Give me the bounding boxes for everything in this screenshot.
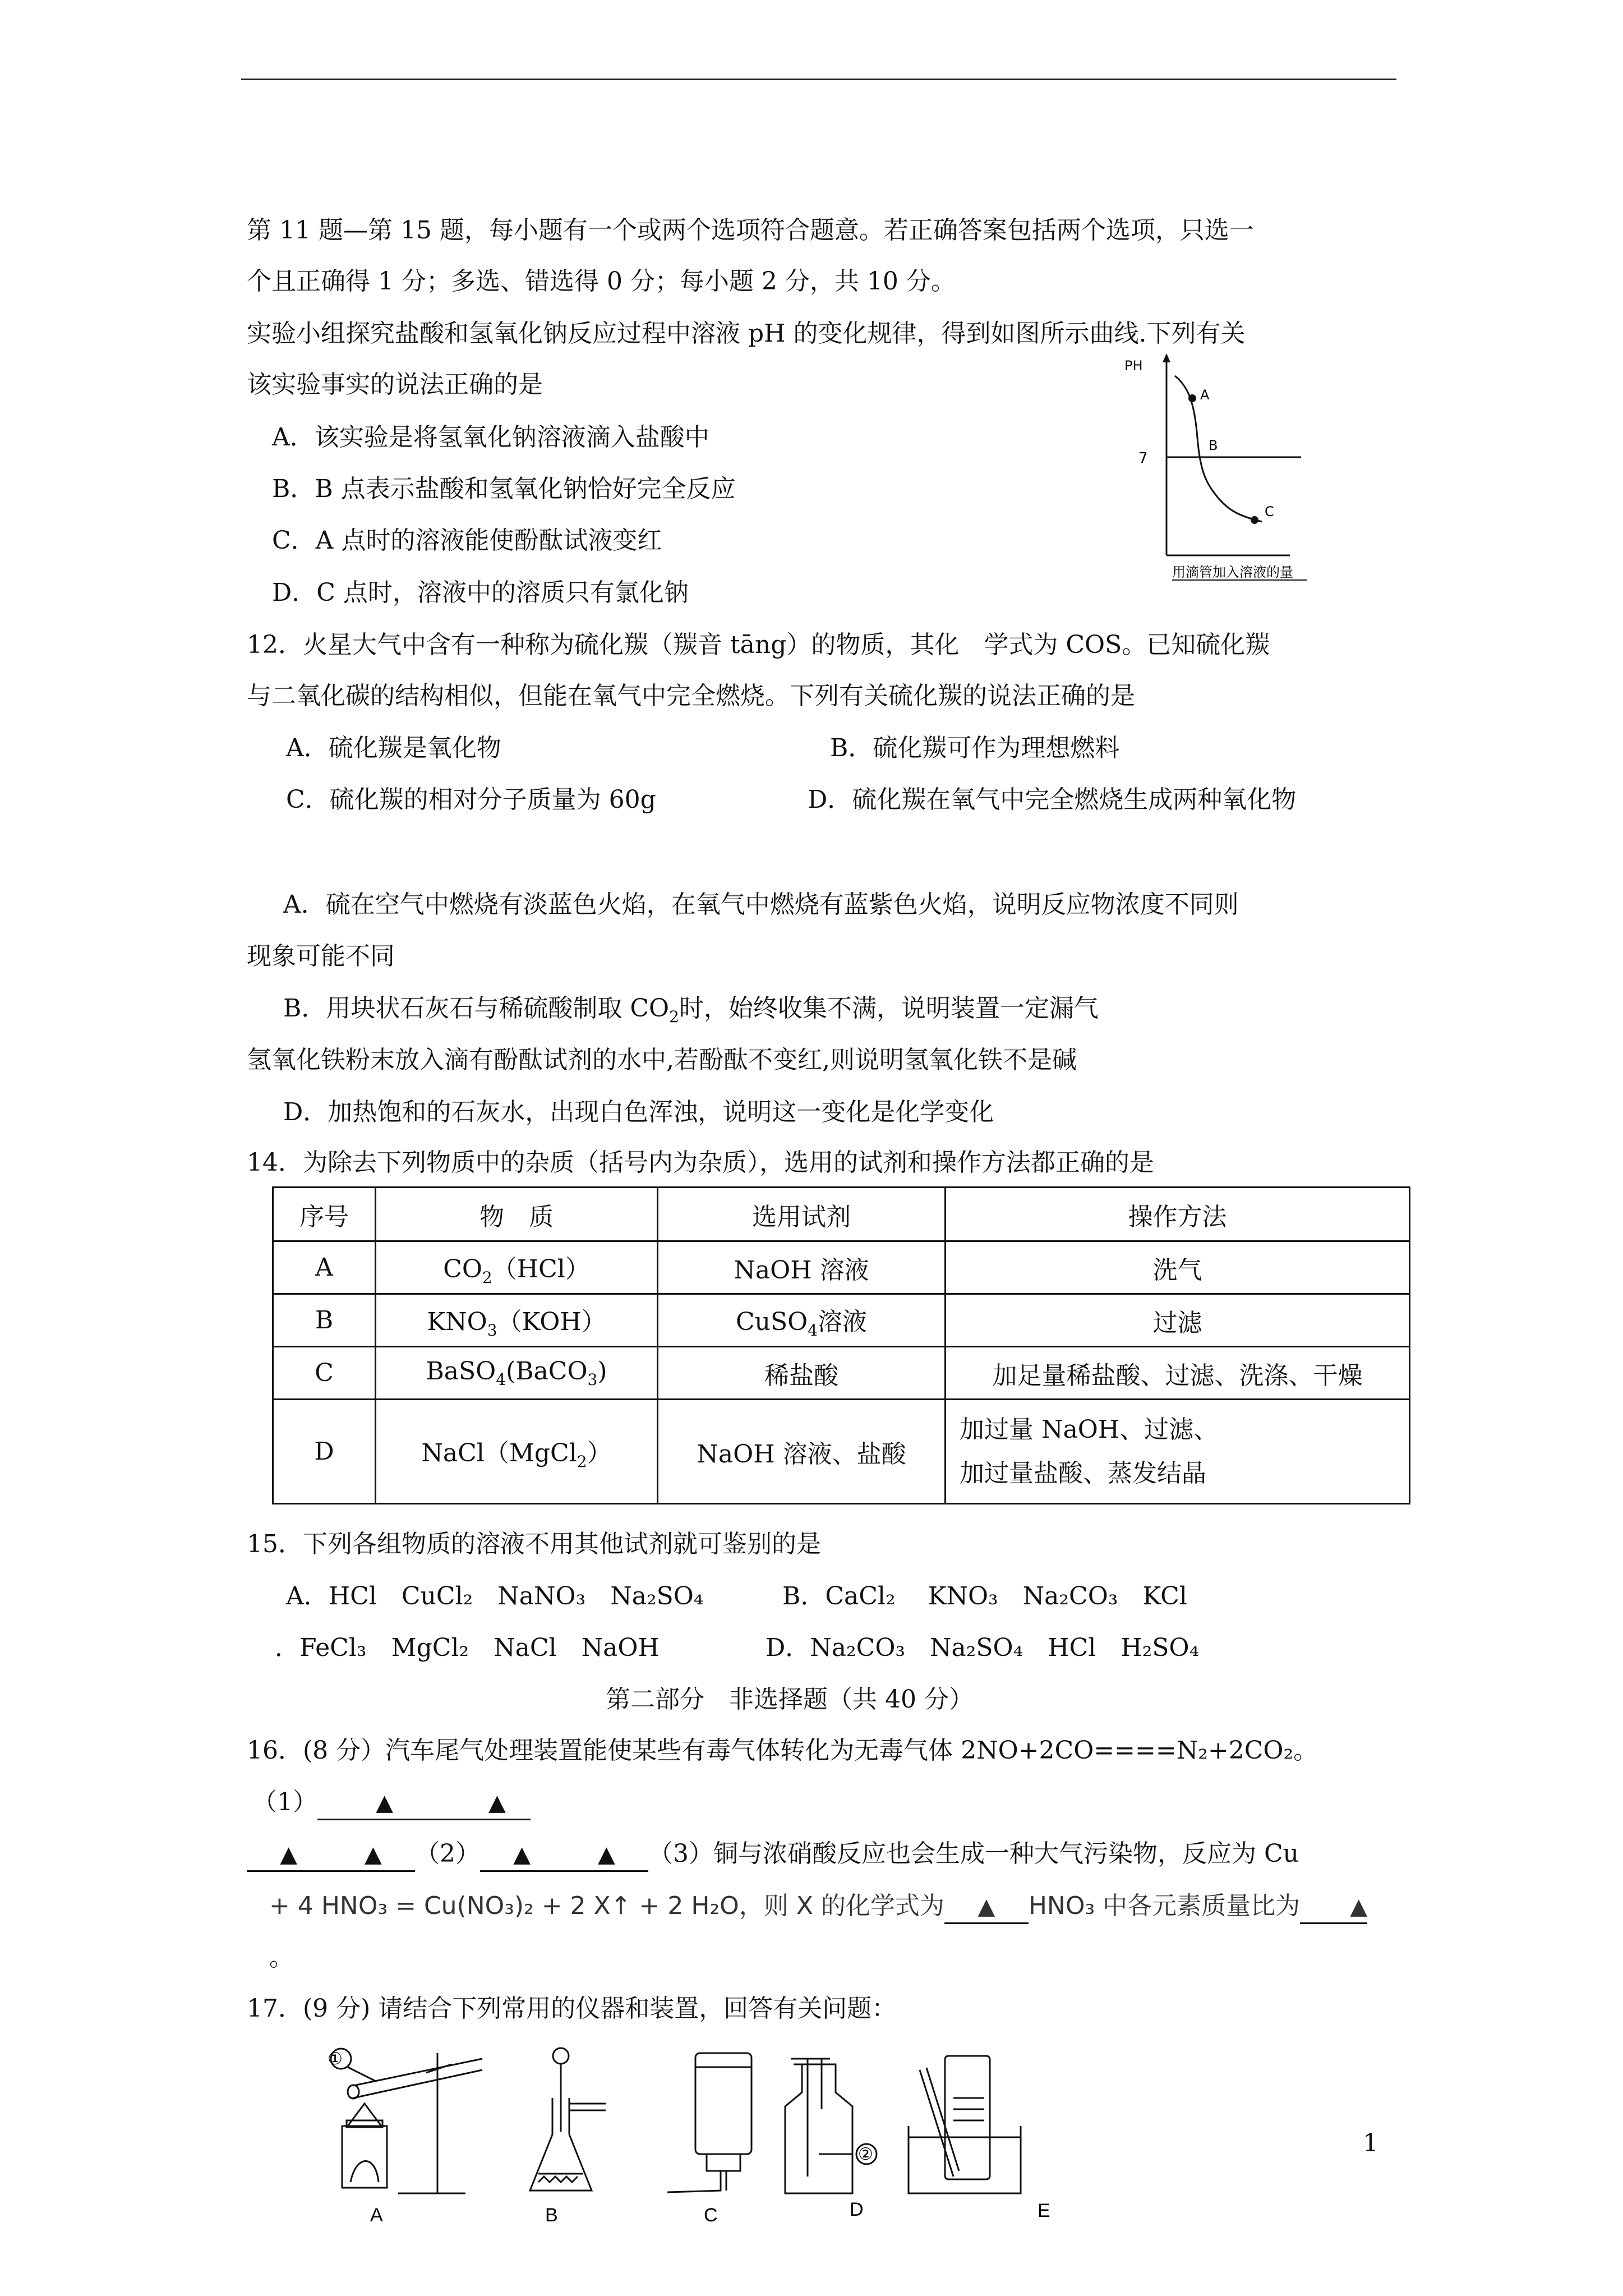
header-rule xyxy=(241,79,1396,80)
q13-option-b: B．用块状石灰石与稀硫酸制取 $CO_2$时，始终收集不满，说明装置一定漏气 xyxy=(283,994,1099,1026)
page-number: 1 xyxy=(1363,2129,1378,2157)
apparatus-label-a: A xyxy=(370,2205,383,2226)
q11-option-c: C．A 点时的溶液能使酚酞试液变红 xyxy=(272,526,662,555)
graph-point-c: C xyxy=(1265,504,1274,519)
graph-point-a: A xyxy=(1200,387,1210,403)
q13-option-d: D．加热饱和的石灰水，出现白色浑浊，说明这一变化是化学变化 xyxy=(283,1098,994,1126)
intro-line-2: 个且正确得 1 分；多选、错选得 0 分；每小题 2 分，共 10 分。 xyxy=(247,267,956,296)
q11-option-b: B．B 点表示盐酸和氢氧化钠恰好完全反应 xyxy=(272,475,736,503)
part-two-heading: 第二部分 非选择题（共 40 分） xyxy=(606,1685,974,1714)
header-reagent: 选用试剂 xyxy=(658,1188,946,1241)
answer-blank[interactable]: ▲ xyxy=(1300,1890,1367,1924)
q13-option-c: 氢氧化铁粉末放入滴有酚酞试剂的水中,若酚酞不变红,则说明氢氧化铁不是碱 xyxy=(247,1046,1077,1074)
ph-curve-graph xyxy=(1122,353,1324,595)
circle-number-2: ② xyxy=(858,2145,873,2164)
header-id: 序号 xyxy=(273,1188,376,1241)
table-row: C BaSO$_4$(BaCO$_3$) 稀盐酸 加足量稀盐酸、过滤、洗涤、干燥 xyxy=(273,1347,1410,1400)
q12-stem-1: 12．火星大气中含有一种称为硫化羰（羰音 tāng）的物质，其化 学式为 COS。已知硫化羰 xyxy=(247,631,1270,659)
q11-option-d: D．C 点时，溶液中的溶质只有氯化钠 xyxy=(272,578,689,607)
q16-part-1: （1） ▲ ▲ xyxy=(252,1787,531,1820)
q12-stem-2: 与二氧化碳的结构相似，但能在氧气中完全燃烧。下列有关硫化羰的说法正确的是 xyxy=(247,682,1135,710)
lab-apparatus-figure xyxy=(314,2042,1189,2227)
answer-blank[interactable]: ▲ ▲ xyxy=(480,1838,648,1872)
q11-stem-2: 该实验事实的说法正确的是 xyxy=(247,370,543,399)
q12-option-a: A．硫化羰是氧化物 xyxy=(286,734,501,762)
answer-blank[interactable]: ▲ ▲ xyxy=(317,1787,531,1820)
graph-xlabel: 用滴管加入溶液的量 xyxy=(1172,564,1293,580)
q14-stem: 14．为除去下列物质中的杂质（括号内为杂质），选用的试剂和操作方法都正确的是 xyxy=(247,1148,1154,1177)
apparatus-label-b: B xyxy=(545,2205,558,2226)
q15-stem: 15．下列各组物质的溶液不用其他试剂就可鉴别的是 xyxy=(247,1530,821,1558)
q11-option-a: A．该实验是将氢氧化钠溶液滴入盐酸中 xyxy=(272,423,709,452)
apparatus-label-e: E xyxy=(1038,2200,1050,2221)
graph-point-b: B xyxy=(1209,438,1218,453)
substance-a: $CO_2(HCl)$ xyxy=(376,1241,658,1294)
graph-ytick-7: 7 xyxy=(1138,450,1148,467)
q15-option-b: B．CaCl₂ KNO₃ Na₂CO₃ KCl xyxy=(782,1582,1187,1611)
q15-option-d: D．Na₂CO₃ Na₂SO₄ HCl H₂SO₄ xyxy=(766,1634,1200,1662)
q16-end: 。 xyxy=(269,1943,294,1972)
q17-stem: 17．(9 分) 请结合下列常用的仪器和装置，回答有关问题： xyxy=(247,1994,897,2023)
table-header-row xyxy=(273,1188,1410,1241)
substance-b: $KNO_3(KOH)$ xyxy=(376,1294,658,1347)
q12-option-d: D．硫化羰在氧气中完全燃烧生成两种氧化物 xyxy=(808,785,1297,814)
q15-option-a: A．HCl CuCl₂ NaNO₃ Na₂SO₄ xyxy=(286,1582,704,1611)
q14-table xyxy=(272,1186,1410,1504)
q16-part-2-3: ▲ ▲ （2） ▲ ▲ （3）铜与浓硝酸反应也会生成一种大气污染物，反应为 Cu xyxy=(247,1838,1299,1872)
q15-option-c: ．FeCl₃ MgCl₂ NaCl NaOH xyxy=(275,1634,660,1662)
q13-option-a-2: 现象可能不同 xyxy=(247,942,395,970)
answer-blank[interactable]: ▲ xyxy=(944,1890,1029,1924)
q16-stem: 16．(8 分）汽车尾气处理装置能使某些有毒气体转化为无毒气体 2NO+2CO====N₂+2CO₂。 xyxy=(247,1736,1318,1765)
table-row: D NaCl（MgCl$_2$） NaOH 溶液、盐酸 加过量 NaOH、过滤、 加过量盐酸、蒸发结晶 xyxy=(273,1400,1410,1504)
substance-c: BaSO$_4$(BaCO$_3$) xyxy=(376,1347,658,1400)
header-substance: 物 质 xyxy=(376,1188,658,1241)
table-row: B $KNO_3(KOH)$ CuSO$_4$溶液 过滤 xyxy=(273,1294,1410,1347)
table-row: A $CO_2(HCl)$ NaOH 溶液 洗气 xyxy=(273,1241,1410,1294)
q13-option-a-1: A．硫在空气中燃烧有淡蓝色火焰，在氧气中燃烧有蓝紫色火焰，说明反应物浓度不同则 xyxy=(283,890,1239,919)
circle-number-1: ① xyxy=(328,2049,343,2069)
intro-line-1: 第 11 题—第 15 题，每小题有一个或两个选项符合题意。若正确答案包括两个选项，只选一 xyxy=(247,216,1254,245)
apparatus-label-d: D xyxy=(850,2199,864,2220)
q12-option-b: B．硫化羰可作为理想燃料 xyxy=(830,734,1120,762)
answer-blank[interactable]: ▲ ▲ xyxy=(247,1838,415,1872)
apparatus-label-c: C xyxy=(704,2205,718,2226)
q12-option-c: C．硫化羰的相对分子质量为 60g xyxy=(286,785,656,814)
header-method: 操作方法 xyxy=(946,1188,1410,1241)
graph-ylabel: PH xyxy=(1124,358,1143,374)
q16-equation: + 4 HNO₃ = Cu(NO₃)₂ + 2 X↑ + 2 H₂O，则 X 的化学式为 ▲ HNO₃ 中各元素质量比为 ▲ xyxy=(269,1890,1367,1924)
q11-stem-1: 实验小组探究盐酸和氢氧化钠反应过程中溶液 pH 的变化规律，得到如图所示曲线.下列有关 xyxy=(247,319,1246,348)
substance-d: NaCl（MgCl$_2$） xyxy=(376,1400,658,1504)
